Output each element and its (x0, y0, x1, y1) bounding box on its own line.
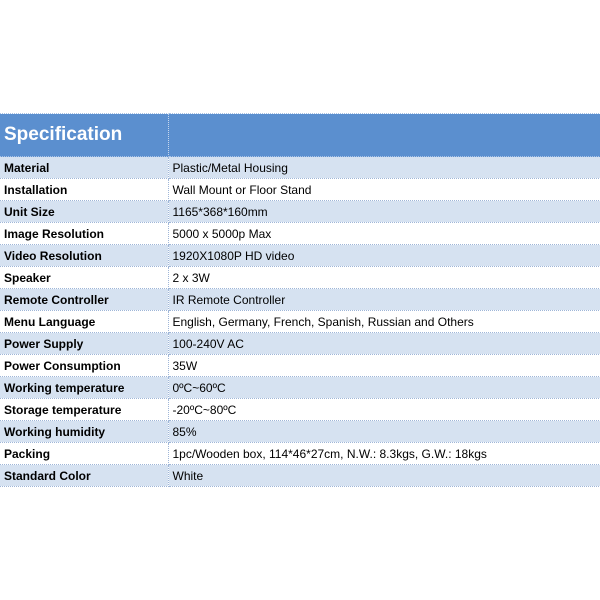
table-row (0, 157, 600, 179)
row-label: Working temperature (0, 377, 168, 399)
row-label: Video Resolution (0, 245, 168, 267)
row-value: 0ºC~60ºC (168, 377, 600, 399)
table-row (0, 289, 600, 311)
table-title: Specification (0, 114, 168, 157)
row-label: Remote Controller (0, 289, 168, 311)
row-label: Menu Language (0, 311, 168, 333)
row-label: Unit Size (0, 201, 168, 223)
row-value: 5000 x 5000p Max (168, 223, 600, 245)
table-row (0, 355, 600, 377)
row-value: Wall Mount or Floor Stand (168, 179, 600, 201)
row-label: Image Resolution (0, 223, 168, 245)
row-label: Speaker (0, 267, 168, 289)
table-row (0, 267, 600, 289)
row-value: 85% (168, 421, 600, 443)
row-value: 1pc/Wooden box, 114*46*27cm, N.W.: 8.3kgs, G.W.: 18kgs (168, 443, 600, 465)
table-header-row (0, 114, 600, 157)
row-label: Installation (0, 179, 168, 201)
row-value: 1920X1080P HD video (168, 245, 600, 267)
row-label: Power Supply (0, 333, 168, 355)
row-value: Plastic/Metal Housing (168, 157, 600, 179)
table-header-empty-cell (168, 114, 600, 157)
row-label: Power Consumption (0, 355, 168, 377)
row-label: Standard Color (0, 465, 168, 487)
table-row (0, 377, 600, 399)
row-value: 2 x 3W (168, 267, 600, 289)
row-value: 1165*368*160mm (168, 201, 600, 223)
table-row (0, 421, 600, 443)
table-row (0, 443, 600, 465)
row-value: -20ºC~80ºC (168, 399, 600, 421)
table-row (0, 179, 600, 201)
row-value: English, Germany, French, Spanish, Russian and Others (168, 311, 600, 333)
table-row (0, 333, 600, 355)
row-label: Packing (0, 443, 168, 465)
table-row (0, 399, 600, 421)
row-label: Working humidity (0, 421, 168, 443)
row-value: 100-240V AC (168, 333, 600, 355)
row-value: 35W (168, 355, 600, 377)
table-row (0, 465, 600, 487)
row-value: White (168, 465, 600, 487)
row-value: IR Remote Controller (168, 289, 600, 311)
specification-table (0, 113, 600, 487)
table-row (0, 201, 600, 223)
row-label: Material (0, 157, 168, 179)
table-row (0, 311, 600, 333)
table-row (0, 245, 600, 267)
row-label: Storage temperature (0, 399, 168, 421)
table-row (0, 223, 600, 245)
